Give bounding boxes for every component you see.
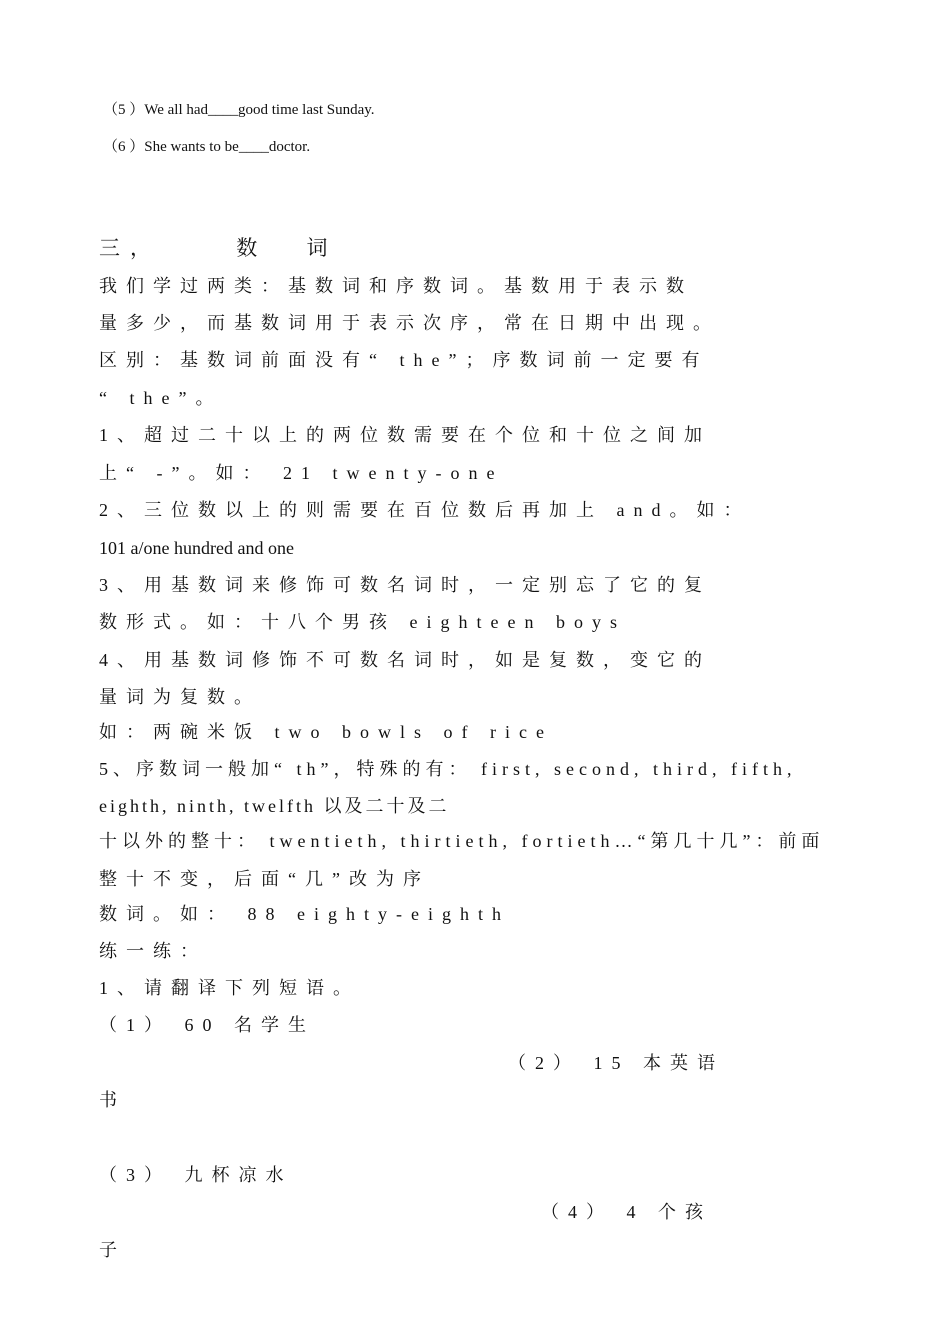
rule-line: 5、序数词一般加“ th”，特殊的有： first, second, third, fifth,	[99, 759, 797, 779]
section-title: 数 词	[236, 236, 350, 260]
exercise-5: （5 ）We all had____good time last Sunday.	[103, 102, 375, 118]
practice-item: 子	[99, 1240, 117, 1260]
rule-line: 3、用基数词来修饰可数名词时，一定别忘了它的复	[99, 575, 711, 595]
rule-line: 上“ -”。如： 21 twenty-one	[99, 463, 504, 483]
rule-line: 如：两碗米饭 two bowls of rice	[99, 722, 553, 742]
practice-item: （3） 九杯凉水	[99, 1165, 293, 1185]
intro-line: 我们学过两类：基数词和序数词。基数用于表示数	[99, 276, 693, 296]
practice-title: 练一练：	[99, 941, 207, 961]
intro-line: “ the”。	[99, 388, 223, 408]
rule-line: 数词。如： 88 eighty-eighth	[99, 904, 510, 924]
practice-item: （4） 4 个孩	[541, 1202, 712, 1222]
rule-line: 1、超过二十以上的两位数需要在个位和十位之间加	[99, 425, 711, 445]
practice-item: （1） 60 名学生	[99, 1015, 315, 1035]
rule-line: 整十不变，后面“几”改为序	[99, 869, 430, 889]
rule-line: 4、用基数词修饰不可数名词时，如是复数，变它的	[99, 650, 711, 670]
exercise-6: （6 ）She wants to be____doctor.	[103, 139, 311, 155]
practice-question: 1、请翻译下列短语。	[99, 978, 360, 998]
intro-line: 量多少，而基数词用于表示次序，常在日期中出现。	[99, 313, 720, 333]
rule-line: 十以外的整十： twentieth, thirtieth, fortieth…“第几十几”：前面	[99, 831, 825, 851]
practice-item: （2） 15 本英语	[508, 1053, 724, 1073]
section-heading	[99, 236, 350, 260]
rule-line: 量词为复数。	[99, 687, 261, 707]
section-number: 三，	[99, 236, 161, 260]
practice-item: 书	[99, 1090, 117, 1110]
rule-line: 101 a/one hundred and one	[99, 538, 294, 558]
rule-line: 数形式。如：十八个男孩 eighteen boys	[99, 612, 626, 632]
rule-line: eighth, ninth, twelfth 以及二十及二	[99, 796, 450, 816]
rule-line: 2、三位数以上的则需要在百位数后再加上 and。如：	[99, 500, 751, 520]
intro-line: 区别：基数词前面没有“ the”；序数词前一定要有	[99, 350, 709, 370]
